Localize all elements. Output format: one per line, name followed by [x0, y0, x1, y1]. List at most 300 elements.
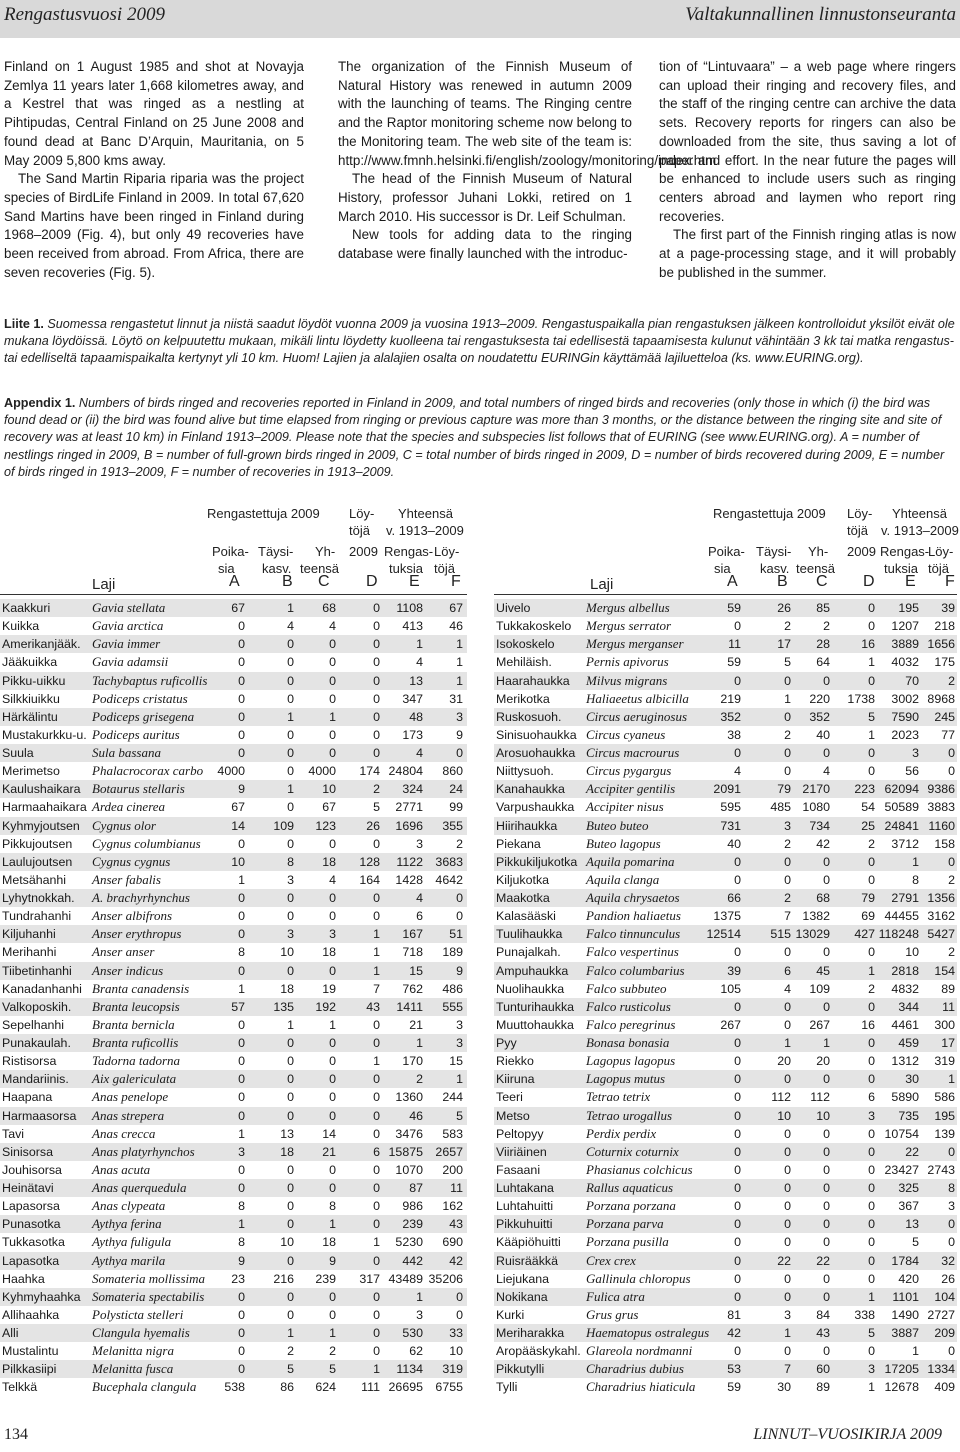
table-cell-name: Merimetso: [2, 764, 60, 779]
table-cell-species: Circus pygargus: [586, 763, 672, 779]
table-cell-name: Uivelo: [496, 601, 531, 615]
table-cell-c: 0: [823, 1072, 830, 1087]
table-cell-f: 3883: [927, 800, 955, 815]
table-cell-d: 1: [868, 655, 875, 670]
table-cell-species: Accipiter nisus: [586, 799, 664, 815]
table-cell-species: Anas penelope: [92, 1089, 169, 1105]
table-cell-species: Bonasa bonasia: [586, 1035, 670, 1050]
table-cell-a: 1: [238, 1126, 245, 1141]
table-cell-b: 13: [280, 1126, 294, 1141]
table-cell-f: 1: [456, 1072, 463, 1087]
table-cell-c: 1382: [802, 909, 830, 924]
table-cell-name: Pikkutylli: [496, 1362, 545, 1377]
table-row: [0, 817, 467, 835]
table-cell-species: Tachybaptus ruficollis: [92, 672, 208, 688]
table-cell-d: 223: [854, 782, 875, 797]
table-cell-f: 0: [948, 854, 955, 869]
table-cell-a: 0: [238, 927, 245, 942]
table-cell-f: 15: [449, 1054, 463, 1069]
table-cell-c: 0: [823, 746, 830, 760]
table-cell-c: 0: [823, 1344, 830, 1359]
table-cell-species: Falco rusticolus: [586, 998, 671, 1014]
table-cell-c: 624: [315, 1380, 336, 1395]
table-cell-a: 0: [734, 1199, 741, 1214]
table-cell-a: 67: [231, 601, 245, 615]
table-cell-a: 0: [238, 746, 245, 760]
table-row: [0, 853, 467, 871]
header-poika: sia: [714, 561, 731, 576]
table-cell-e: 46: [409, 1108, 423, 1123]
table-cell-f: 583: [442, 1126, 463, 1141]
table-cell-e: 173: [402, 727, 423, 742]
table-cell-b: 0: [784, 673, 791, 688]
table-cell-a: 0: [734, 872, 741, 887]
table-cell-e: 413: [402, 619, 423, 634]
table-cell-name: Metsähanhi: [2, 872, 67, 887]
table-row: [0, 998, 467, 1016]
table-cell-a: 11: [728, 637, 741, 652]
table-cell-species: Milvus migrans: [586, 672, 668, 688]
table-cell-name: Jouhisorsa: [2, 1162, 62, 1177]
table-cell-species: Falco peregrinus: [586, 1016, 676, 1032]
table-cell-e: 3476: [395, 1126, 423, 1141]
table-cell-e: 1428: [395, 872, 423, 887]
table-cell-c: 0: [329, 1090, 336, 1105]
table-cell-f: 104: [934, 1289, 955, 1304]
table-cell-species: Branta ruficollis: [92, 1035, 179, 1050]
table-cell-e: 62094: [884, 782, 919, 797]
table-cell-c: 220: [809, 691, 830, 706]
table-cell-b: 0: [784, 1199, 791, 1214]
table-row: [494, 1342, 957, 1360]
table-cell-b: 1: [287, 709, 294, 724]
table-cell-e: 7590: [891, 709, 919, 724]
paragraph: The Sand Martin Riparia riparia was the project species of BirdLife Finland in 2009. In total 67,620 Sand Martins have been ringed in Finland during 1968–2009 (Fig. 4), but only 49 recoveries have been received from abroad. From Africa, there are seven recoveries (Fig. 5).: [4, 171, 304, 280]
table-cell-c: 0: [823, 872, 830, 887]
table-cell-e: 1: [912, 854, 919, 869]
table-cell-d: 2: [868, 836, 875, 851]
table-cell-a: 0: [238, 619, 245, 634]
table-cell-a: 59: [727, 601, 741, 615]
table-cell-name: Kalasääski: [496, 909, 556, 924]
table-cell-c: 0: [823, 1271, 830, 1286]
table-cell-name: Kanadanhanhi: [2, 981, 82, 996]
table-cell-name: Viiriäinen: [496, 1144, 547, 1159]
table-cell-c: 0: [329, 1054, 336, 1069]
table-cell-d: 1: [373, 927, 380, 942]
table-row: [0, 798, 467, 816]
table-cell-e: 4: [416, 655, 423, 670]
header-loyt: töjä: [847, 523, 868, 538]
table-cell-e: 13: [409, 673, 423, 688]
table-cell-c: 19: [322, 981, 336, 996]
header-section: Valtakunnallinen linnustonseuranta: [685, 4, 956, 25]
table-cell-b: 1: [287, 782, 294, 797]
table-cell-b: 0: [784, 764, 791, 779]
table-row: [0, 962, 467, 980]
table-cell-e: 15875: [388, 1144, 423, 1159]
table-cell-d: 0: [868, 1181, 875, 1195]
table-cell-e: 167: [402, 927, 423, 942]
table-cell-species: Clangula hyemalis: [92, 1325, 190, 1340]
table-cell-name: Kuikka: [2, 619, 40, 634]
table-cell-b: 4: [287, 619, 294, 634]
table-cell-a: 219: [720, 691, 741, 706]
table-row: [0, 1252, 467, 1270]
table-cell-name: Meriharakka: [496, 1326, 565, 1340]
paragraph: tion of “Lintuvaara” – a web page where ringers can upload their ringing and recovery files, and the staff of the ringing centre can archive the data sets. Recovery reports for ringers can also be downloaded from the site, thus saving a lot of paper and effort. In the near future the pages will be enhanced to include users such as ringing centers abroad and laymen who report ring recoveries.: [659, 59, 956, 224]
table-cell-name: Telkkä: [2, 1380, 38, 1395]
table-cell-d: 3: [868, 1362, 875, 1377]
table-cell-c: 0: [329, 909, 336, 924]
table-row: [494, 907, 957, 925]
header-col-b: B: [282, 573, 293, 590]
table-cell-a: 0: [734, 1108, 741, 1123]
table-cell-e: 13: [905, 1217, 919, 1232]
table-cell-name: Jääkuikka: [2, 655, 58, 670]
table-cell-d: 1738: [847, 691, 875, 706]
table-cell-d: 25: [861, 818, 875, 833]
table-cell-species: Buteo buteo: [586, 817, 649, 833]
table-cell-e: 23427: [884, 1162, 919, 1177]
header-reng: tuksia: [389, 561, 423, 576]
table-cell-c: 2: [329, 1344, 336, 1359]
table-cell-d: 0: [868, 1072, 875, 1087]
table-row: [0, 1378, 467, 1396]
table-cell-f: 11: [450, 1181, 463, 1195]
header-poika: Poika-: [212, 544, 249, 559]
table-cell-species: Circus macrourus: [586, 745, 680, 760]
table-row: [0, 1088, 467, 1106]
table-cell-species: Anas crecca: [92, 1125, 156, 1141]
caption-label: Appendix 1.: [4, 396, 76, 410]
table-cell-name: Tunturihaukka: [496, 999, 575, 1014]
header-total: v. 1913–2009: [881, 523, 959, 538]
table-cell-a: 0: [734, 1036, 741, 1050]
table-cell-name: Arosuohaukka: [496, 746, 576, 760]
table-cell-a: 59: [727, 655, 741, 670]
table-cell-f: 3162: [927, 909, 955, 924]
table-cell-species: Grus grus: [586, 1306, 639, 1322]
table-row: [494, 1288, 957, 1306]
table-row: [0, 599, 467, 617]
table-cell-f: 0: [948, 1217, 955, 1232]
table-cell-species: Aythya marila: [92, 1252, 166, 1268]
table-row: [0, 1270, 467, 1288]
table-cell-c: 14: [322, 1126, 336, 1141]
table-cell-f: 33: [449, 1326, 463, 1340]
table-cell-f: 8968: [927, 691, 955, 706]
table-cell-a: 0: [734, 1235, 741, 1250]
table-cell-e: 1696: [395, 818, 423, 833]
table-cell-species: Branta canadensis: [92, 980, 190, 996]
table-cell-c: 28: [816, 637, 830, 652]
table-cell-f: 300: [934, 1017, 955, 1032]
table-cell-e: 3: [912, 746, 919, 760]
table-cell-a: 0: [734, 999, 741, 1014]
table-cell-e: 459: [898, 1036, 919, 1050]
table-cell-species: Phasianus colchicus: [586, 1161, 693, 1177]
table-cell-c: 0: [329, 655, 336, 670]
table-cell-b: 1: [287, 601, 294, 615]
table-cell-e: 1: [416, 1289, 423, 1304]
table-cell-c: 2: [823, 619, 830, 634]
table-cell-e: 4461: [891, 1017, 919, 1032]
table-cell-b: 0: [784, 945, 791, 960]
table-cell-e: 24804: [388, 764, 423, 779]
header-ringed: Rengastettuja 2009: [207, 506, 320, 521]
table-cell-a: 12514: [706, 927, 741, 942]
table-cell-a: 0: [734, 945, 741, 960]
table-cell-b: 0: [287, 727, 294, 742]
table-row: [494, 780, 957, 798]
table-cell-name: Lapasorsa: [2, 1199, 60, 1214]
table-cell-species: Podiceps grisegena: [92, 708, 195, 724]
header-col-a: A: [727, 573, 738, 590]
table-row: [494, 1197, 957, 1215]
table-cell-d: 0: [868, 1344, 875, 1359]
table-cell-f: 5: [456, 1108, 463, 1123]
table-cell-c: 84: [816, 1307, 830, 1322]
table-cell-c: 1: [329, 1326, 336, 1340]
table-cell-d: 338: [854, 1307, 875, 1322]
table-cell-d: 0: [868, 999, 875, 1014]
paragraph: Finland on 1 August 1985 and shot at Novayja Zemlya 11 years later 1,668 kilometres away, and a Kestrel that was ringed as a nestling at Pihtipudas, Central Finland on 25 June 2008 and found dead at Banc D’Arquin, Mauritania, on 5 May 2009 5,800 kms away.: [4, 59, 304, 168]
table-cell-c: 0: [823, 1199, 830, 1214]
table-cell-d: 0: [373, 1199, 380, 1214]
table-cell-b: 17: [777, 637, 791, 652]
table-cell-f: 8: [948, 1181, 955, 1195]
table-row: [0, 617, 467, 635]
table-cell-f: 2743: [927, 1162, 955, 1177]
table-cell-d: 0: [373, 1108, 380, 1123]
table-cell-d: 0: [373, 601, 380, 615]
table-cell-name: Harmaasorsa: [2, 1108, 77, 1123]
header-reng: Rengas-: [384, 544, 434, 559]
table-cell-f: 154: [934, 963, 955, 978]
table-cell-species: Circus aeruginosus: [586, 708, 687, 724]
table-cell-b: 216: [273, 1271, 294, 1286]
table-cell-d: 1: [868, 963, 875, 978]
table-cell-species: Fulica atra: [586, 1288, 645, 1304]
table-cell-a: 9: [238, 782, 245, 797]
table-row: [494, 1088, 957, 1106]
table-cell-d: 0: [373, 655, 380, 670]
table-cell-f: 17: [941, 1036, 955, 1050]
table-cell-f: 245: [934, 709, 955, 724]
table-cell-e: 170: [402, 1054, 423, 1069]
table-cell-b: 0: [287, 963, 294, 978]
table-row: [494, 889, 957, 907]
table-cell-name: Mustalintu: [2, 1344, 59, 1359]
table-cell-b: 0: [784, 1072, 791, 1087]
table-cell-c: 0: [823, 1181, 830, 1195]
table-cell-species: Perdix perdix: [586, 1125, 657, 1141]
table-row: [0, 653, 467, 671]
table-cell-a: 0: [734, 1289, 741, 1304]
table-cell-c: 0: [329, 727, 336, 742]
table-cell-d: 0: [868, 945, 875, 960]
table-cell-e: 4: [416, 746, 423, 760]
table-cell-a: 0: [734, 1090, 741, 1105]
table-row: [494, 1125, 957, 1143]
table-cell-e: 3: [416, 1307, 423, 1322]
table-cell-d: 0: [868, 1144, 875, 1159]
table-cell-species: Aquila clanga: [586, 871, 660, 887]
table-cell-name: Niittysuoh.: [496, 764, 554, 779]
table-cell-b: 10: [777, 1108, 791, 1123]
table-cell-e: 2771: [395, 800, 423, 815]
table-cell-d: 164: [359, 872, 380, 887]
table-cell-b: 30: [777, 1380, 791, 1395]
table-cell-a: 0: [238, 1362, 245, 1377]
table-cell-b: 0: [784, 1289, 791, 1304]
table-cell-a: 0: [238, 891, 245, 905]
table-cell-d: 0: [868, 1036, 875, 1050]
table-cell-c: 1080: [802, 800, 830, 815]
header-yht: Yh-: [808, 544, 829, 559]
table-row: [0, 835, 467, 853]
table-row: [494, 1143, 957, 1161]
table-cell-name: Nuolihaukka: [496, 981, 565, 996]
table-cell-e: 195: [898, 601, 919, 615]
table-cell-f: 10: [449, 1344, 463, 1359]
table-cell-c: 0: [823, 1217, 830, 1232]
table-cell-c: 18: [322, 854, 336, 869]
table-cell-species: Sula bassana: [92, 745, 161, 760]
table-cell-e: 3712: [891, 836, 919, 851]
table-cell-f: 3: [456, 709, 463, 724]
table-cell-d: 3: [868, 1108, 875, 1123]
table-cell-b: 515: [770, 927, 791, 942]
table-cell-species: Anas strepera: [92, 1107, 165, 1123]
table-cell-b: 0: [784, 1144, 791, 1159]
table-cell-e: 2818: [891, 963, 919, 978]
table-cell-b: 0: [784, 1126, 791, 1141]
table-cell-d: 427: [854, 927, 875, 942]
table-cell-b: 7: [784, 1362, 791, 1377]
table-cell-d: 5: [868, 1326, 875, 1340]
table-row: [0, 1016, 467, 1034]
table-cell-name: Kääpiöhuitti: [496, 1235, 561, 1250]
table-cell-a: 0: [734, 1271, 741, 1286]
table-cell-name: Sinisorsa: [2, 1144, 53, 1159]
table-cell-e: 1784: [891, 1253, 919, 1268]
table-cell-f: 5427: [927, 927, 955, 942]
header-taysi: Täysi-: [756, 544, 792, 559]
table-cell-f: 35206: [428, 1271, 463, 1286]
table-cell-b: 20: [777, 1054, 791, 1069]
table-cell-species: Falco columbarius: [586, 962, 685, 978]
table-cell-d: 0: [373, 1036, 380, 1050]
table-cell-c: 22: [816, 1253, 830, 1268]
table-cell-b: 22: [777, 1253, 791, 1268]
table-cell-c: 5: [329, 1362, 336, 1377]
table-cell-b: 0: [287, 1253, 294, 1268]
table-cell-d: 317: [359, 1271, 380, 1286]
table-cell-name: Nokikana: [496, 1289, 548, 1304]
table-cell-b: 0: [784, 854, 791, 869]
table-cell-e: 10: [905, 945, 919, 960]
table-row: [0, 744, 467, 762]
table-cell-b: 0: [784, 1344, 791, 1359]
table-row: [494, 1016, 957, 1034]
header-col-f: F: [945, 573, 955, 590]
table-cell-d: 0: [373, 1162, 380, 1177]
table-cell-c: 67: [322, 800, 336, 815]
table-cell-a: 0: [734, 746, 741, 760]
table-cell-e: 3889: [891, 637, 919, 652]
table-cell-name: Silkkiuikku: [2, 691, 60, 706]
table-cell-e: 15: [409, 963, 423, 978]
table-cell-f: 1: [456, 655, 463, 670]
table-cell-d: 1: [373, 1362, 380, 1377]
table-cell-name: Isokoskelo: [496, 637, 555, 652]
table-cell-e: 3887: [891, 1326, 919, 1340]
table-cell-e: 1: [912, 1344, 919, 1359]
table-cell-name: Kiljuhanhi: [2, 927, 56, 942]
table-row: [0, 690, 467, 708]
table-cell-a: 0: [238, 1326, 245, 1340]
header-reng: tuksia: [884, 561, 918, 576]
table-cell-c: 239: [315, 1271, 336, 1286]
table-cell-d: 2: [868, 981, 875, 996]
table-cell-a: 267: [720, 1017, 741, 1032]
table-cell-a: 595: [720, 800, 741, 815]
table-cell-species: Phalacrocorax carbo: [92, 763, 204, 779]
table-row: [0, 635, 467, 653]
table-cell-name: Ampuhaukka: [496, 963, 569, 978]
table-cell-a: 42: [727, 1326, 741, 1340]
table-cell-b: 0: [784, 872, 791, 887]
table-row: [0, 1034, 467, 1052]
table-cell-c: 21: [322, 1144, 336, 1159]
table-cell-d: 43: [366, 999, 380, 1014]
table-row: [0, 1143, 467, 1161]
table-cell-e: 24841: [884, 818, 919, 833]
table-cell-c: 0: [823, 945, 830, 960]
table-cell-f: 139: [934, 1126, 955, 1141]
table-cell-f: 319: [934, 1054, 955, 1069]
table-cell-f: 175: [934, 655, 955, 670]
table-row: [494, 817, 957, 835]
table-cell-c: 10: [322, 782, 336, 797]
table-cell-name: Tundrahanhi: [2, 909, 72, 924]
header-laji: Laji: [92, 576, 116, 593]
table-cell-d: 16: [861, 1017, 875, 1032]
table-cell-d: 0: [868, 601, 875, 615]
text-column-1: [4, 58, 304, 282]
table-cell-name: Suula: [2, 746, 34, 760]
table-cell-f: 486: [442, 981, 463, 996]
table-cell-name: Peltopyy: [496, 1126, 544, 1141]
table-cell-a: 0: [734, 1072, 741, 1087]
table-cell-name: Lyhytnokkah.: [2, 891, 75, 905]
table-cell-d: 0: [868, 619, 875, 634]
table-cell-species: Podiceps cristatus: [92, 690, 188, 706]
header-taysi: Täysi-: [258, 544, 294, 559]
table-cell-f: 51: [449, 927, 463, 942]
table-row: [0, 726, 467, 744]
table-cell-a: 0: [734, 673, 741, 688]
table-cell-c: 0: [823, 854, 830, 869]
table-cell-a: 3: [238, 1144, 245, 1159]
table-cell-e: 26695: [388, 1380, 423, 1395]
table-cell-c: 0: [329, 746, 336, 760]
table-cell-name: Kiiruna: [496, 1072, 535, 1087]
table-row: [494, 617, 957, 635]
table-cell-f: 209: [934, 1326, 955, 1340]
